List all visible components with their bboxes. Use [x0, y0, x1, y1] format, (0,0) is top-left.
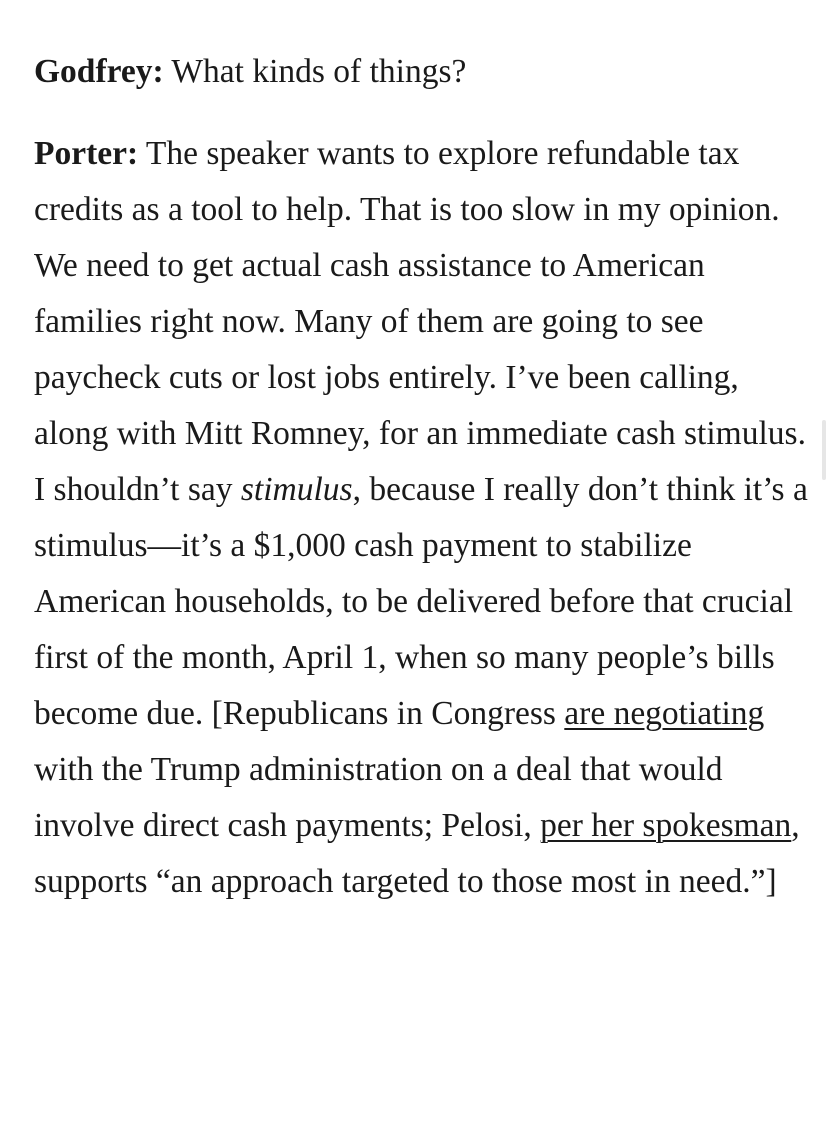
- porter-answer-part-3: with the Trump administration on a deal that would involve direct cash payments; Pelosi,: [34, 751, 723, 844]
- scrollbar-thumb[interactable]: [822, 420, 826, 480]
- paragraph-godfrey: [34, 44, 814, 100]
- porter-answer-part-4: , supports “an approach targeted to those most in need.”]: [34, 807, 800, 900]
- link-per-her-spokesman[interactable]: per her spokesman: [540, 807, 792, 844]
- paragraph-porter: [34, 126, 814, 910]
- italic-stimulus: stimulus: [240, 471, 353, 508]
- article-body: [34, 44, 814, 936]
- godfrey-question: What kinds of things?: [163, 53, 467, 90]
- porter-answer-part-1: The speaker wants to explore refundable tax credits as a tool to help. That is too slow in my opinion. We need to get actual cash assistance to American families right now. Many of them are going to see paycheck cuts or lost jobs entirely. I’ve been calling, along with Mitt Romney, for an immediate cash stimulus. I shouldn’t say: [34, 135, 806, 508]
- porter-answer-part-2: , because I really don’t think it’s a stimulus—it’s a $1,000 cash payment to stabilize American households, to be delivered before that crucial first of the month, April 1, when so many people’s bills become due. [Republicans in Congress: [34, 471, 808, 732]
- link-are-negotiating[interactable]: are negotiating: [564, 695, 765, 732]
- speaker-godfrey: Godfrey:: [34, 53, 164, 90]
- speaker-porter: Porter:: [34, 135, 139, 172]
